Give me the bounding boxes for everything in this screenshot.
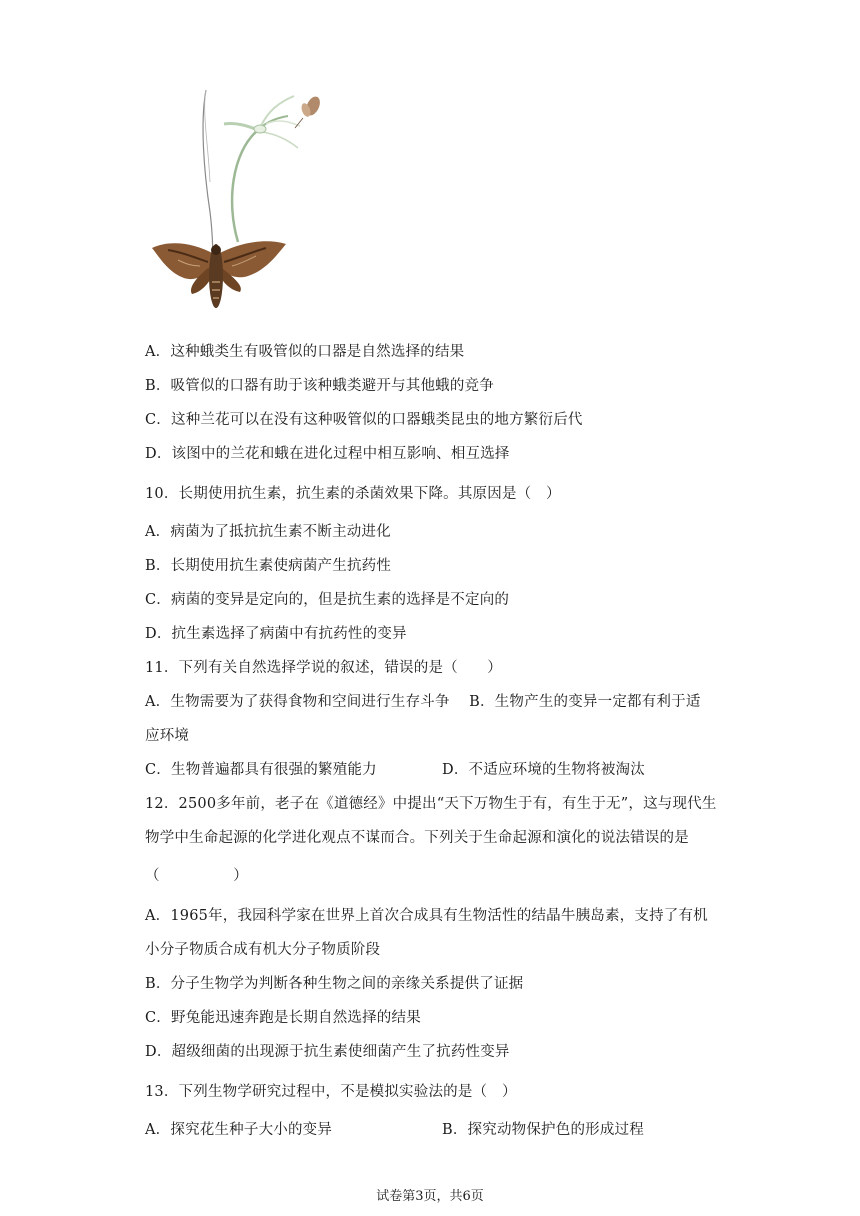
q9-option-d: D．该图中的兰花和蛾在进化过程中相互影响、相互选择 bbox=[145, 446, 510, 462]
q13-option-a: A．探究花生种子大小的变异 bbox=[145, 1122, 333, 1138]
q10-option-a: A．病菌为了抵抗抗生素不断主动进化 bbox=[145, 524, 391, 540]
page-footer: 试卷第3页，共6页 bbox=[376, 1189, 484, 1204]
q9-option-a: A．这种蛾类生有吸管似的口器是自然选择的结果 bbox=[145, 344, 465, 360]
q10-stem: 10．长期使用抗生素，抗生素的杀菌效果下降。其原因是（ ） bbox=[145, 486, 561, 502]
q11-option-c: C．生物普遍都具有很强的繁殖能力 bbox=[145, 762, 377, 778]
q11-stem: 11．下列有关自然选择学说的叙述，错误的是（ ） bbox=[145, 660, 502, 676]
q10-option-b: B．长期使用抗生素使病菌产生抗药性 bbox=[145, 558, 392, 574]
q12-stem-line3: （ ） bbox=[145, 868, 248, 884]
q12-option-c: C．野兔能迅速奔跑是长期自然选择的结果 bbox=[145, 1010, 421, 1026]
q12-stem-line2: 物学中生命起源的化学进化观点不谋而合。下列关于生命起源和演化的说法错误的是 bbox=[145, 830, 689, 846]
orchid-moth-figure bbox=[148, 82, 338, 317]
q11-options-ab-line1: A．生物需要为了获得食物和空间进行生存斗争 B．生物产生的变异一定都有利于适 bbox=[145, 694, 701, 710]
q9-option-c: C．这种兰花可以在没有这种吸管似的口器蛾类昆虫的地方繁衍后代 bbox=[145, 412, 583, 428]
q12-option-a-line2: 小分子物质合成有机大分子物质阶段 bbox=[145, 942, 381, 958]
q13-stem: 13．下列生物学研究过程中，不是模拟实验法的是（ ） bbox=[145, 1084, 517, 1100]
orchid-moth-icon bbox=[148, 82, 338, 317]
q9-option-b: B．吸管似的口器有助于该种蛾类避开与其他蛾的竞争 bbox=[145, 378, 494, 394]
q10-option-c: C．病菌的变异是定向的，但是抗生素的选择是不定向的 bbox=[145, 592, 510, 608]
q13-option-b: B．探究动物保护色的形成过程 bbox=[442, 1122, 644, 1138]
q12-stem-line1: 12．2500多年前，老子在《道德经》中提出“天下万物生于有，有生于无”，这与现代生 bbox=[145, 796, 717, 812]
q11-option-d: D．不适应环境的生物将被淘汰 bbox=[442, 762, 645, 778]
q12-option-d: D．超级细菌的出现源于抗生素使细菌产生了抗药性变异 bbox=[145, 1044, 510, 1060]
q12-option-a-line1: A．1965年，我园科学家在世界上首次合成具有生物活性的结晶牛胰岛素，支持了有机 bbox=[145, 908, 708, 924]
q11-options-ab-line2: 应环境 bbox=[145, 728, 190, 744]
q12-option-b: B．分子生物学为判断各种生物之间的亲缘关系提供了证据 bbox=[145, 976, 524, 992]
q10-option-d: D．抗生素选择了病菌中有抗药性的变异 bbox=[145, 626, 407, 642]
